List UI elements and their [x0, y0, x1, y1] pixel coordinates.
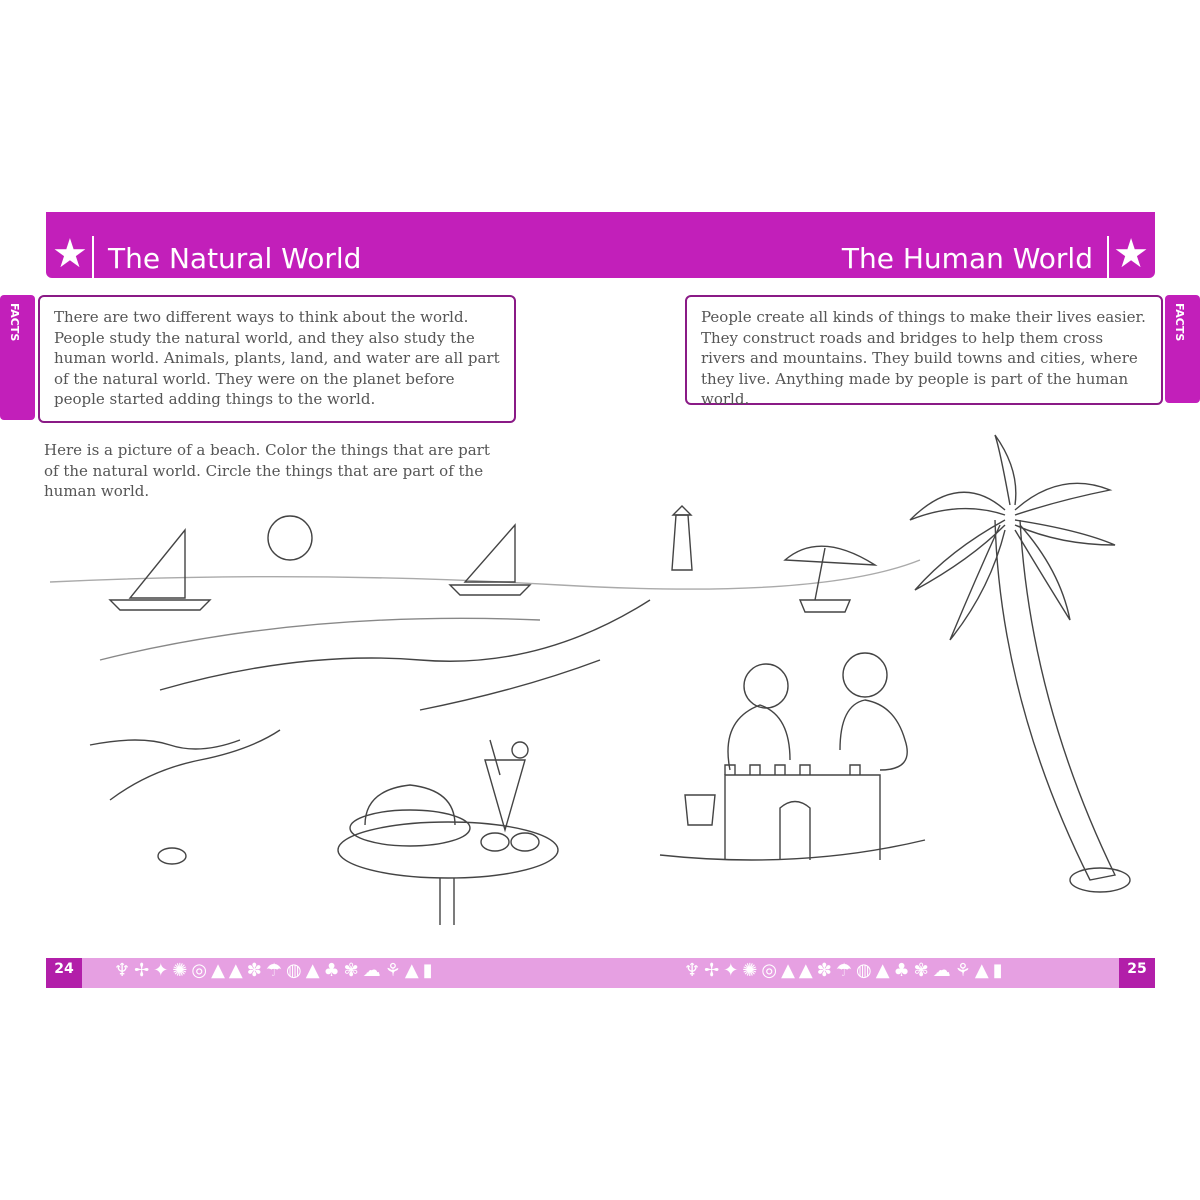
- sandcastle-children: [660, 653, 925, 860]
- palm-tree: [910, 435, 1130, 892]
- facts-label: FACTS: [1173, 303, 1186, 342]
- fact-text: People create all kinds of things to make their lives easier. They construct roads and bridges to help them cross rivers and mountains. They build towns and cities, where they live. Anything made by people is part of the human world.: [701, 308, 1146, 408]
- crab: [158, 848, 186, 864]
- left-page-title: The Natural World: [108, 242, 362, 275]
- page-number-left: 24: [46, 958, 82, 988]
- footer-icons-left: ♆✢✦✺◎▲▲✽☂◍▲♣✾☁⚘▲▮: [114, 960, 437, 981]
- footer-icons-right: ♆✢✦✺◎▲▲✽☂◍▲♣✾☁⚘▲▮: [684, 960, 1007, 981]
- footer-bar: [46, 958, 1155, 988]
- table-with-hat: [338, 740, 558, 925]
- facts-label: FACTS: [8, 303, 21, 342]
- lighthouse: [672, 506, 692, 570]
- instructions: Here is a picture of a beach. Color the things that are part of the natural world. Circle the things that are part of the human world.: [44, 441, 490, 500]
- star-icon: ★: [52, 231, 88, 277]
- page-number-right: 25: [1119, 958, 1155, 988]
- sailboat: [450, 525, 530, 595]
- umbrella: [785, 546, 875, 612]
- bucket: [685, 795, 715, 825]
- waves: [90, 600, 650, 800]
- star-icon: ★: [1113, 231, 1149, 277]
- sailboat: [110, 530, 210, 610]
- sun: [268, 516, 312, 560]
- right-page-title: The Human World: [841, 242, 1093, 275]
- shoreline: [100, 618, 540, 660]
- fact-text: There are two different ways to think about the world. People study the natural world, and they also study the human world. Animals, plants, land, and water are all part of the natural world. They were on the planet before people started adding things to the world.: [54, 308, 500, 408]
